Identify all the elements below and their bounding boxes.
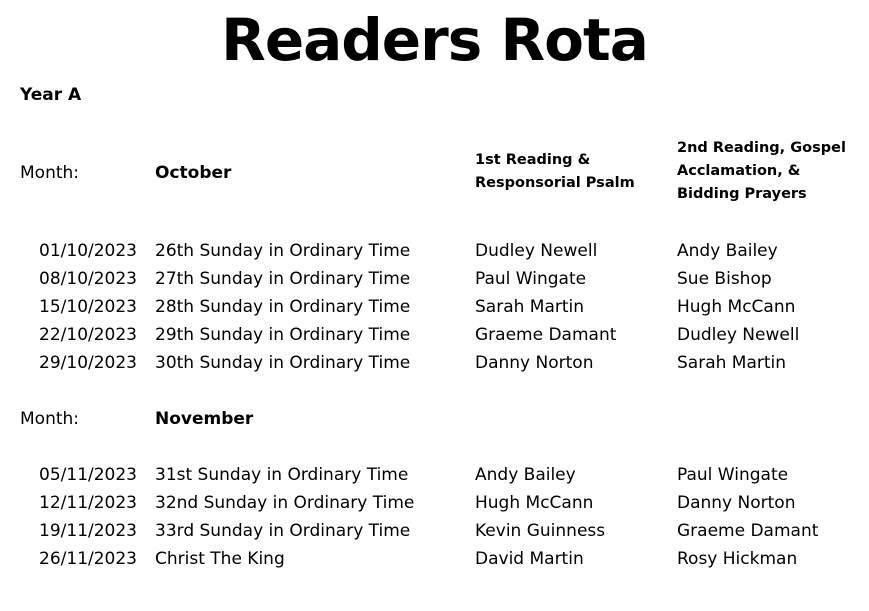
row-reader-1: Andy Bailey [475, 465, 576, 485]
row-reader-2: Hugh McCann [677, 297, 796, 317]
row-reader-2: Danny Norton [677, 493, 796, 513]
row-date: 08/10/2023 [39, 269, 137, 289]
month-label: Month: [20, 163, 80, 183]
row-occasion: Christ The King [155, 549, 285, 569]
year-label: Year A [20, 85, 82, 105]
row-occasion: 33rd Sunday in Ordinary Time [155, 521, 411, 541]
row-reader-1: Kevin Guinness [475, 521, 606, 541]
row-date: 19/11/2023 [39, 521, 137, 541]
table-row [0, 489, 869, 517]
table-row [0, 293, 869, 321]
row-reader-1: Paul Wingate [475, 269, 587, 289]
row-date: 12/11/2023 [39, 493, 137, 513]
row-reader-2: Sue Bishop [677, 269, 772, 289]
row-reader-2: Rosy Hickman [677, 549, 798, 569]
row-reader-1: Sarah Martin [475, 297, 585, 317]
row-date: 26/11/2023 [39, 549, 137, 569]
row-reader-1: Danny Norton [475, 353, 594, 373]
row-date: 22/10/2023 [39, 325, 137, 345]
table-row [0, 321, 869, 349]
table-row [0, 461, 869, 489]
month-name-october: October [155, 163, 232, 183]
row-reader-1: Graeme Damant [475, 325, 617, 345]
month-name-november: November [155, 409, 254, 429]
row-reader-1: David Martin [475, 549, 584, 569]
table-row [0, 265, 869, 293]
row-occasion: 32nd Sunday in Ordinary Time [155, 493, 415, 513]
table-row [0, 237, 869, 265]
column-header-first-reading: 1st Reading & Responsorial Psalm [475, 152, 635, 191]
column-header-second-reading: 2nd Reading, Gospel Acclamation, & Bidding Prayers [677, 140, 846, 202]
row-date: 15/10/2023 [39, 297, 137, 317]
row-occasion: 28th Sunday in Ordinary Time [155, 297, 411, 317]
row-reader-1: Dudley Newell [475, 241, 598, 261]
row-reader-2: Paul Wingate [677, 465, 789, 485]
table-row [0, 349, 869, 377]
table-row [0, 545, 869, 573]
row-reader-1: Hugh McCann [475, 493, 594, 513]
row-reader-2: Sarah Martin [677, 353, 787, 373]
row-date: 05/11/2023 [39, 465, 137, 485]
month-label: Month: [20, 409, 80, 429]
row-date: 01/10/2023 [39, 241, 137, 261]
row-occasion: 27th Sunday in Ordinary Time [155, 269, 411, 289]
row-reader-2: Andy Bailey [677, 241, 778, 261]
row-reader-2: Dudley Newell [677, 325, 800, 345]
row-occasion: 26th Sunday in Ordinary Time [155, 241, 411, 261]
table-row [0, 517, 869, 545]
row-occasion: 29th Sunday in Ordinary Time [155, 325, 411, 345]
row-occasion: 31st Sunday in Ordinary Time [155, 465, 409, 485]
row-occasion: 30th Sunday in Ordinary Time [155, 353, 411, 373]
row-date: 29/10/2023 [39, 353, 137, 373]
row-reader-2: Graeme Damant [677, 521, 819, 541]
page-title: Readers Rota [221, 6, 648, 74]
